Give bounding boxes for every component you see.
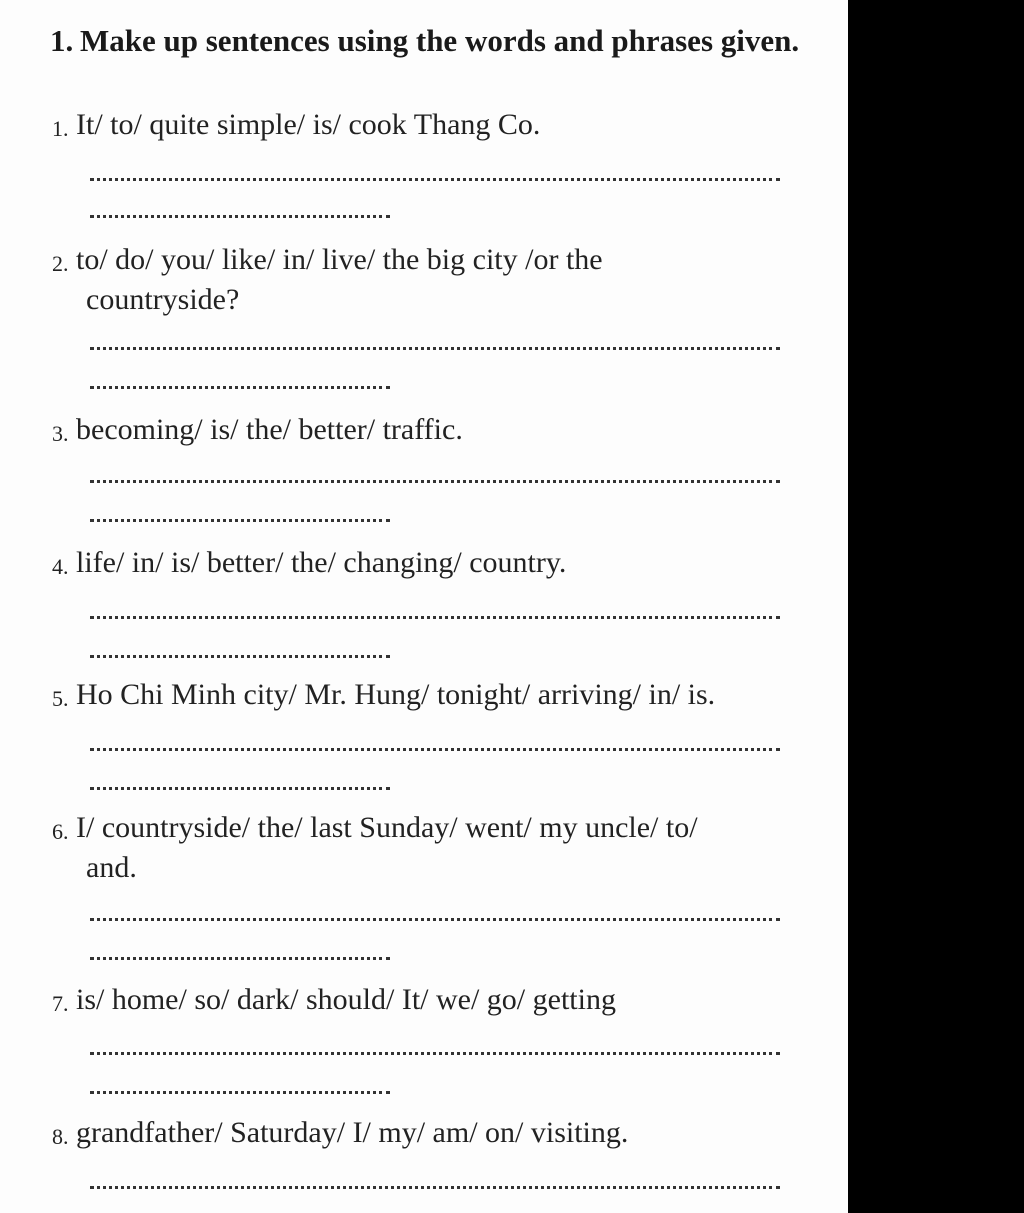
answer-line[interactable]	[90, 918, 780, 921]
question-prompt: becoming/ is/ the/ better/ traffic.	[76, 413, 463, 446]
answer-line[interactable]	[90, 1091, 390, 1094]
question-number: 2.	[52, 251, 69, 276]
exercise-number: 1.	[50, 23, 74, 58]
question-prompt: life/ in/ is/ better/ the/ changing/ country.	[76, 546, 567, 579]
question-prompt: grandfather/ Saturday/ I/ my/ am/ on/ visiting.	[76, 1116, 629, 1149]
answer-line[interactable]	[90, 519, 390, 522]
question-number: 6.	[52, 819, 69, 844]
question-6	[52, 808, 812, 888]
exercise-instruction: Make up sentences using the words and phrases given.	[80, 23, 800, 58]
exercise-heading	[50, 20, 810, 62]
question-number: 4.	[52, 554, 69, 579]
question-prompt	[52, 808, 812, 888]
answer-line[interactable]	[90, 178, 780, 181]
answer-line[interactable]	[90, 748, 780, 751]
answer-line[interactable]	[90, 1186, 780, 1189]
black-side-bar	[848, 0, 1024, 1213]
answer-line[interactable]	[90, 386, 390, 389]
question-prompt: Ho Chi Minh city/ Mr. Hung/ tonight/ arriving/ in/ is.	[76, 678, 716, 711]
question-number: 5.	[52, 686, 69, 711]
question-number: 1.	[52, 116, 69, 141]
question-prompt: is/ home/ so/ dark/ should/ It/ we/ go/ getting	[76, 983, 616, 1016]
answer-line[interactable]	[90, 1052, 780, 1055]
answer-line[interactable]	[90, 655, 390, 658]
answer-line[interactable]	[90, 480, 780, 483]
question-prompt-line: and.	[86, 851, 137, 884]
answer-line[interactable]	[90, 215, 390, 218]
question-number: 7.	[52, 991, 69, 1016]
answer-line[interactable]	[90, 957, 390, 960]
question-2	[52, 240, 812, 320]
question-prompt-line: countryside?	[86, 283, 240, 316]
question-7	[52, 980, 812, 1020]
answer-line[interactable]	[90, 347, 780, 350]
answer-line[interactable]	[90, 616, 780, 619]
question-number: 8.	[52, 1124, 69, 1149]
question-prompt	[52, 240, 812, 320]
question-prompt-line: I/ countryside/ the/ last Sunday/ went/ my uncle/ to/	[76, 811, 698, 844]
question-8	[52, 1113, 812, 1153]
question-3	[52, 410, 812, 450]
question-1	[52, 105, 812, 145]
answer-line[interactable]	[90, 787, 390, 790]
question-number: 3.	[52, 421, 69, 446]
question-4	[52, 543, 812, 583]
question-5	[52, 675, 812, 715]
question-prompt: It/ to/ quite simple/ is/ cook Thang Co.	[76, 108, 541, 141]
question-prompt-line: to/ do/ you/ like/ in/ live/ the big city /or the	[76, 243, 603, 276]
